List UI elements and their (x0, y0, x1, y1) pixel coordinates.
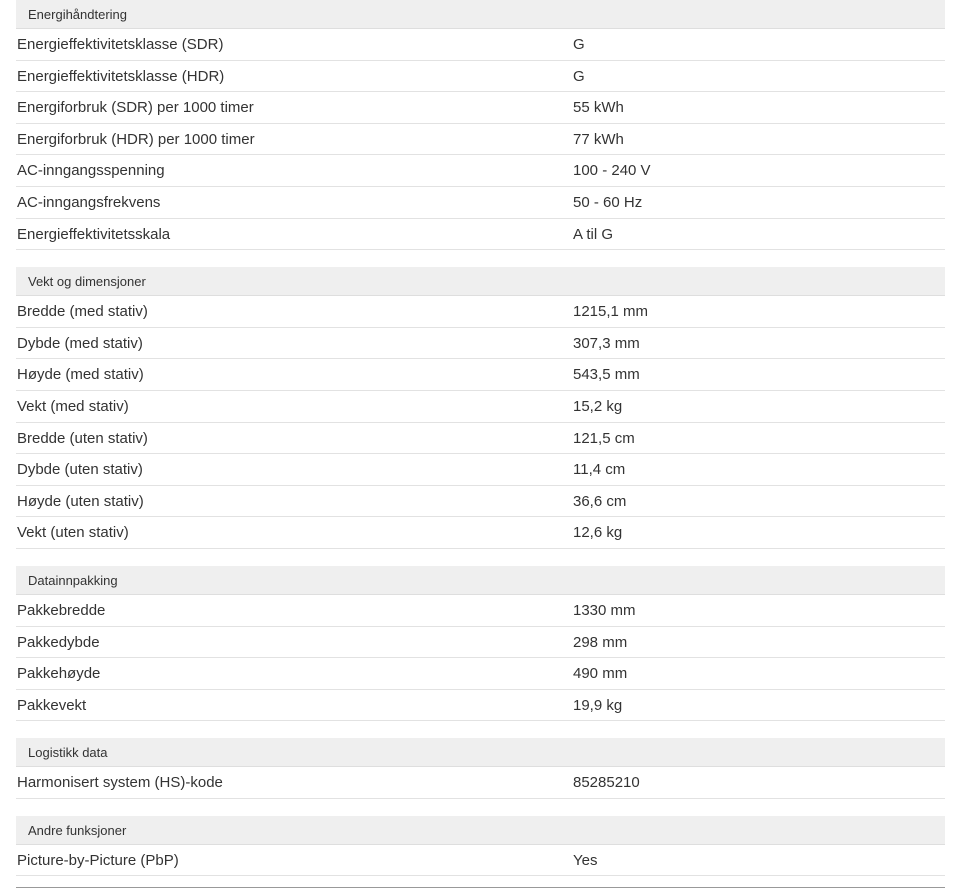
spec-row (16, 155, 945, 187)
spec-label: Høyde (med stativ) (17, 366, 144, 384)
spec-label: Picture-by-Picture (PbP) (17, 851, 179, 869)
spec-section-other-features (16, 816, 945, 877)
spec-value: 298 mm (573, 633, 628, 651)
spec-value: Yes (573, 851, 598, 869)
spec-value: 77 kWh (573, 130, 624, 148)
spec-value: G (573, 36, 585, 53)
spec-label: Harmonisert system (HS)-kode (17, 774, 223, 792)
spec-section-dimensions (16, 267, 945, 549)
spec-row (16, 658, 945, 690)
spec-value: 55 kWh (573, 99, 624, 117)
spec-row (16, 454, 945, 486)
spec-value: 85285210 (573, 774, 640, 792)
spec-label: AC-inngangsspenning (17, 162, 165, 180)
spec-value: 1330 mm (573, 601, 636, 619)
bottom-divider (16, 887, 945, 888)
spec-table (16, 0, 945, 876)
spec-value: 12,6 kg (573, 524, 623, 542)
spec-label: Energiforbruk (SDR) per 1000 timer (17, 99, 254, 117)
spec-row (16, 124, 945, 156)
spec-row (16, 391, 945, 423)
spec-label: Energieffektivitetsklasse (SDR) (17, 36, 224, 53)
spec-value: 1215,1 mm (573, 303, 649, 321)
spec-label: Dybde (med stativ) (17, 334, 143, 352)
spec-value: 100 - 240 V (573, 162, 651, 180)
spec-row (16, 328, 945, 360)
spec-label: AC-inngangsfrekvens (17, 193, 161, 211)
spec-row (16, 845, 945, 877)
section-gap (16, 549, 945, 566)
spec-value: 15,2 kg (573, 397, 623, 415)
spec-row (16, 61, 945, 93)
spec-section-packaging (16, 566, 945, 721)
spec-label: Energieffektivitetsklasse (HDR) (17, 67, 225, 85)
section-header: Datainnpakking (16, 566, 945, 595)
spec-label: Energieffektivitetsskala (17, 225, 171, 243)
section-header: Logistikk data (16, 738, 945, 767)
section-header: Andre funksjoner (16, 816, 945, 845)
section-gap (16, 799, 945, 816)
spec-value: 121,5 cm (573, 429, 635, 447)
spec-value: 36,6 cm (573, 492, 627, 510)
spec-row (16, 517, 945, 549)
spec-label: Pakkevekt (17, 696, 87, 714)
spec-value: G (573, 67, 585, 85)
spec-row (16, 595, 945, 627)
spec-value: 50 - 60 Hz (573, 193, 643, 211)
spec-row (16, 627, 945, 659)
spec-row (16, 486, 945, 518)
spec-row (16, 187, 945, 219)
spec-label: Pakkedybde (17, 633, 100, 651)
spec-value: A til G (573, 225, 614, 243)
spec-label: Bredde (uten stativ) (17, 429, 148, 447)
section-gap (16, 721, 945, 738)
spec-row (16, 690, 945, 722)
spec-section-logistics (16, 738, 945, 799)
spec-row (16, 92, 945, 124)
spec-label: Pakkehøyde (17, 665, 101, 683)
spec-label: Høyde (uten stativ) (17, 492, 144, 510)
spec-label: Vekt (uten stativ) (17, 524, 129, 542)
spec-label: Energiforbruk (HDR) per 1000 timer (17, 130, 255, 148)
spec-label: Vekt (med stativ) (17, 397, 129, 415)
spec-row (16, 29, 945, 61)
spec-row (16, 296, 945, 328)
spec-row (16, 219, 945, 251)
spec-section-energy (16, 0, 945, 250)
section-header: Vekt og dimensjoner (16, 267, 945, 296)
spec-value: 543,5 mm (573, 366, 640, 384)
spec-label: Dybde (uten stativ) (17, 461, 143, 479)
spec-value: 11,4 cm (573, 461, 626, 479)
spec-label: Bredde (med stativ) (17, 303, 148, 321)
spec-value: 19,9 kg (573, 696, 623, 714)
section-header: Energihåndtering (16, 0, 945, 29)
spec-label: Pakkebredde (17, 601, 106, 619)
spec-row (16, 423, 945, 455)
spec-value: 490 mm (573, 665, 628, 683)
spec-row (16, 767, 945, 799)
spec-value: 307,3 mm (573, 334, 640, 352)
section-gap (16, 250, 945, 267)
spec-row (16, 359, 945, 391)
